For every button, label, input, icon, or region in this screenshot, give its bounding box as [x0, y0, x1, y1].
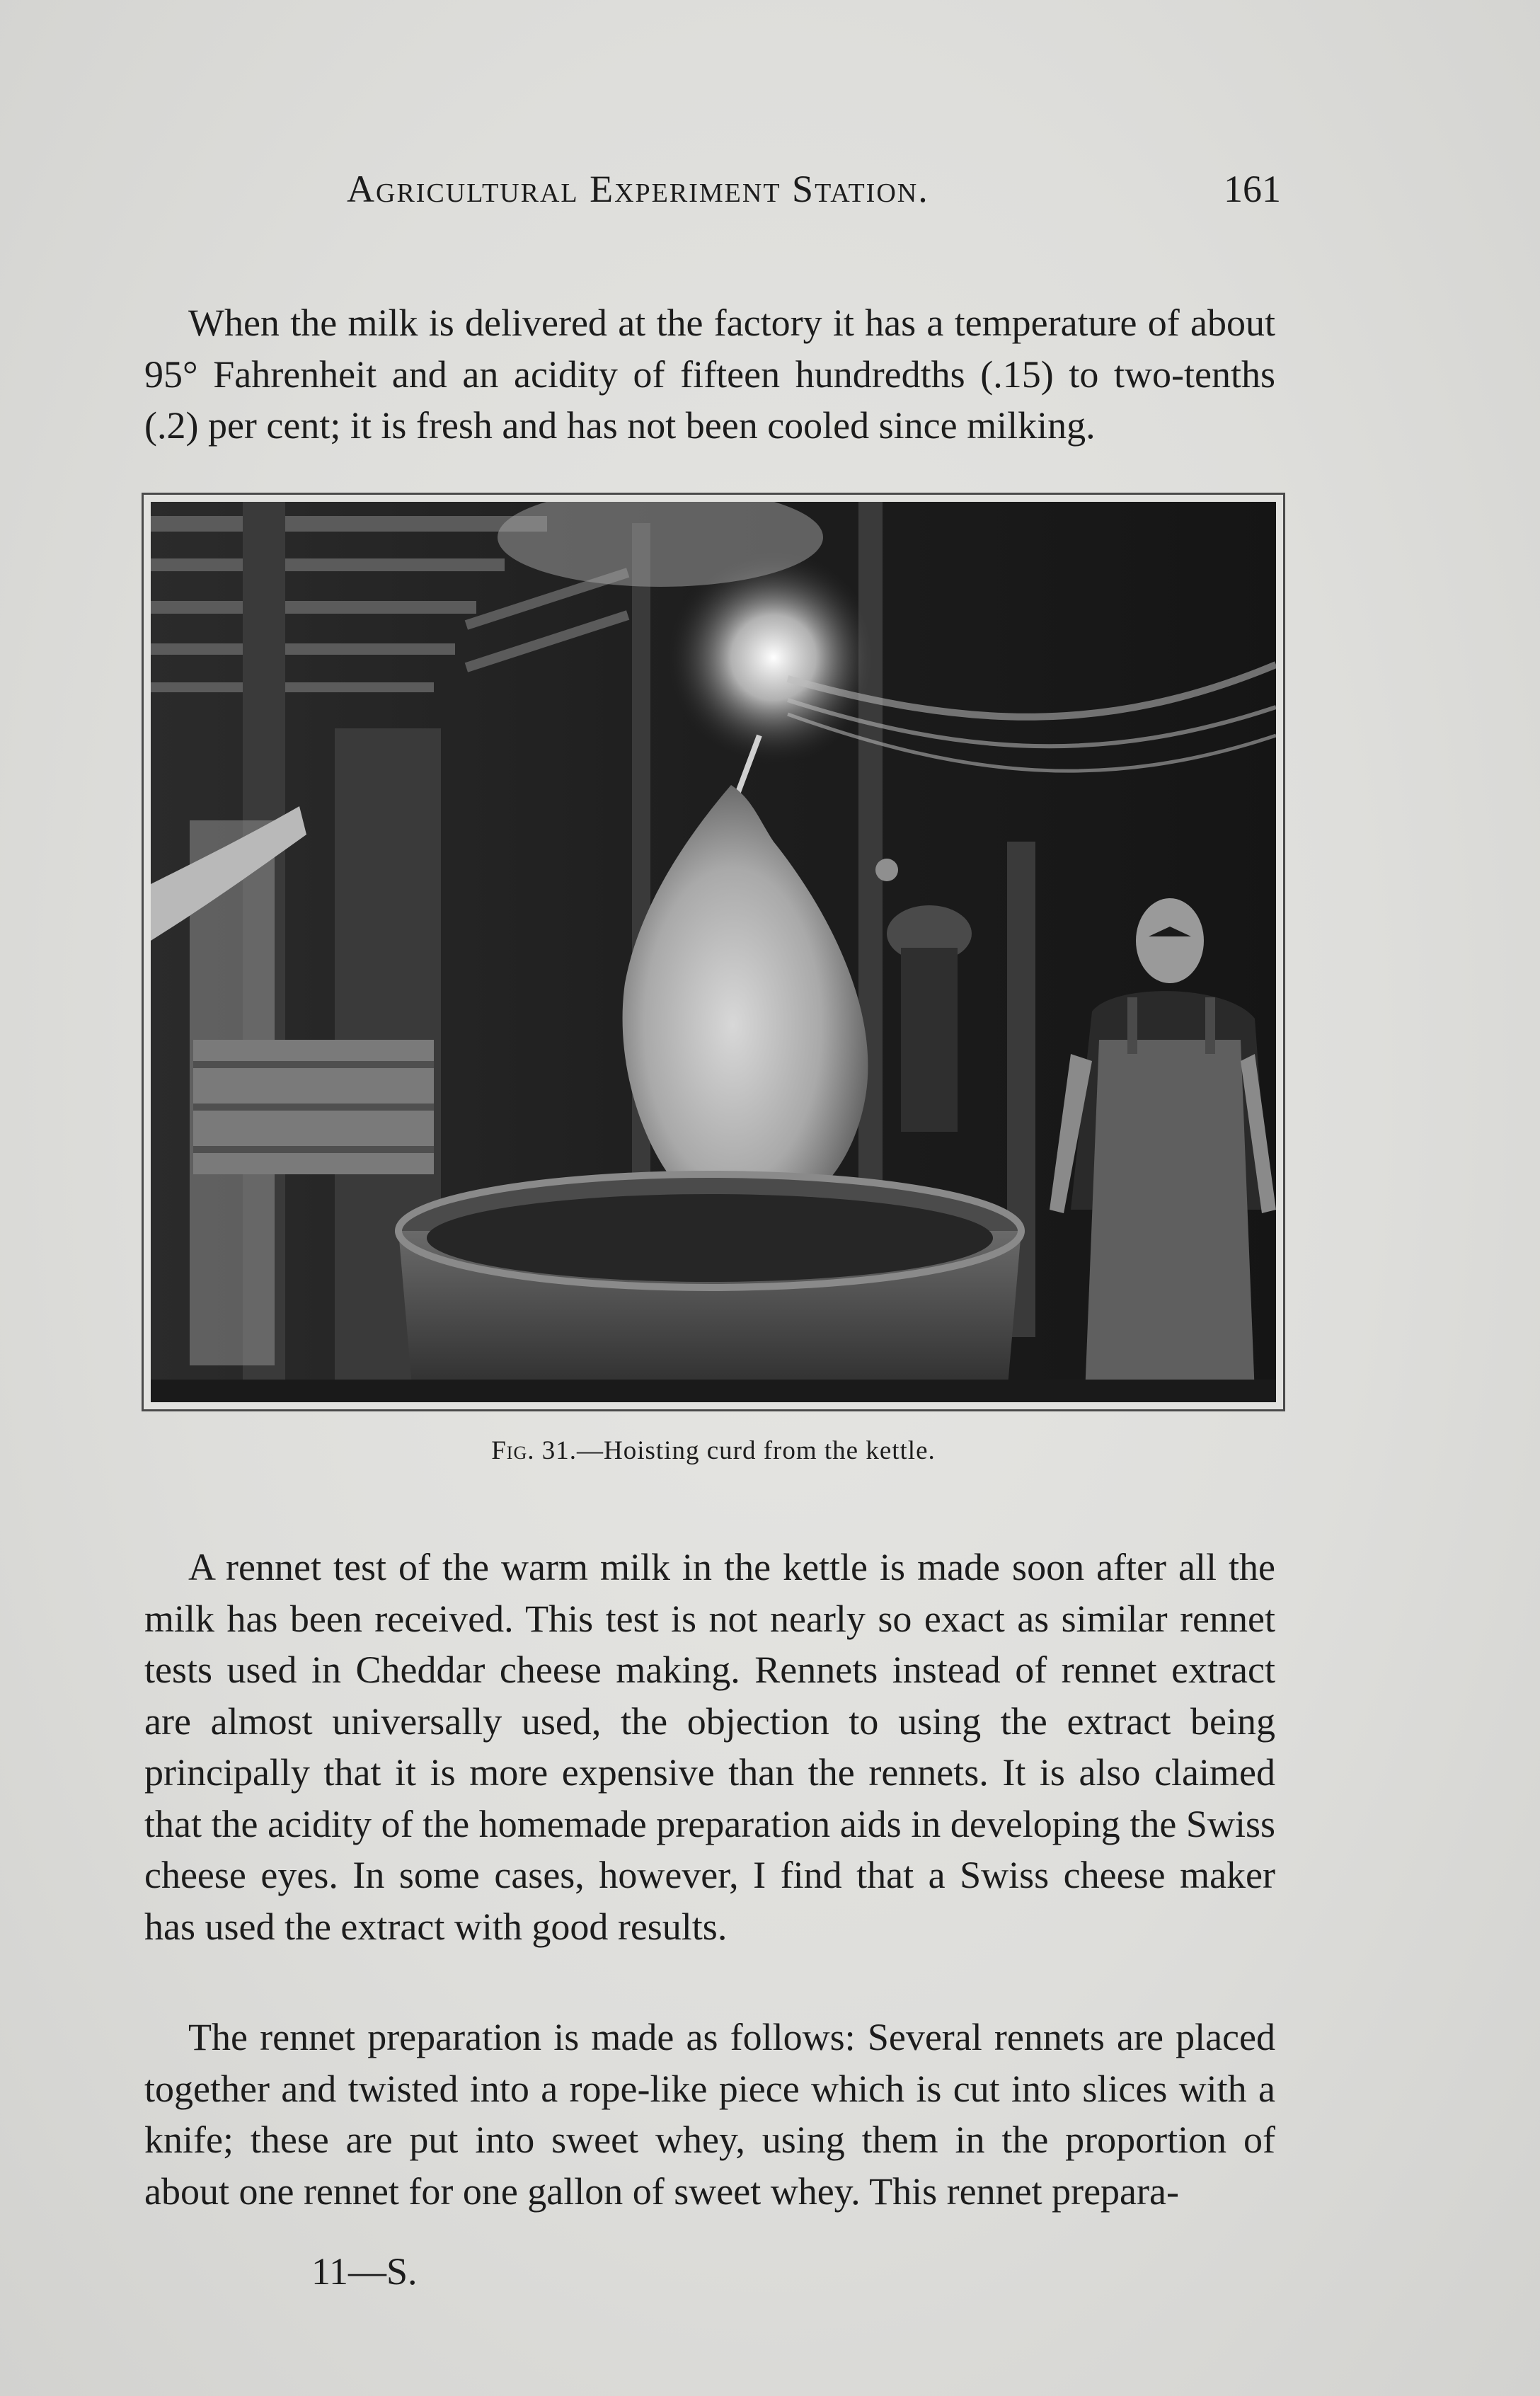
- running-head-title: Agricultural Experiment Station.: [347, 168, 929, 210]
- figure-label: Fig. 31.: [491, 1436, 577, 1465]
- cheese-kettle: [398, 1174, 1021, 1394]
- floor: [151, 1380, 1276, 1402]
- running-head: [142, 167, 1281, 224]
- figure-31-photograph: [142, 493, 1285, 1411]
- wooden-tub: [193, 1040, 434, 1174]
- figure-caption-text: —Hoisting curd from the kettle.: [577, 1436, 936, 1465]
- factory-photo-illustration: [151, 502, 1276, 1402]
- paragraph-rennet-preparation: The rennet preparation is made as follows: Several rennets are placed together and twisted into a rope-like piece which is cut into slices with a knife; these are put into sweet whey, using them in the proportion of about one rennet for one gallon of sweet whey. This rennet prepara-: [144, 2016, 1275, 2213]
- page-number: 161: [1224, 168, 1281, 210]
- paragraph-rennet-test: A rennet test of the warm milk in the kettle is made soon after all the milk has been received. This test is not nearly so exact as similar rennet tests used in Cheddar cheese making. Rennets instead of rennet extract are almost universally used, the objection to using the extract being principally that it is more expensive than the rennets. It is also claimed that the acidity of the homemade preparation aids in developing the Swiss cheese eyes. In some cases, however, I find that a Swiss cheese maker has used the extract with good results.: [144, 1546, 1275, 1948]
- signature-mark: 11—S.: [311, 2250, 418, 2293]
- paragraph-milk-delivery: When the milk is delivered at the factory it has a temperature of about 95° Fahrenheit and an acidity of fifteen hundredths (.15) to two-tenths (.2) per cent; it is fresh and has not been cooled since milking.: [144, 302, 1275, 447]
- figure-caption: [142, 1435, 1285, 1466]
